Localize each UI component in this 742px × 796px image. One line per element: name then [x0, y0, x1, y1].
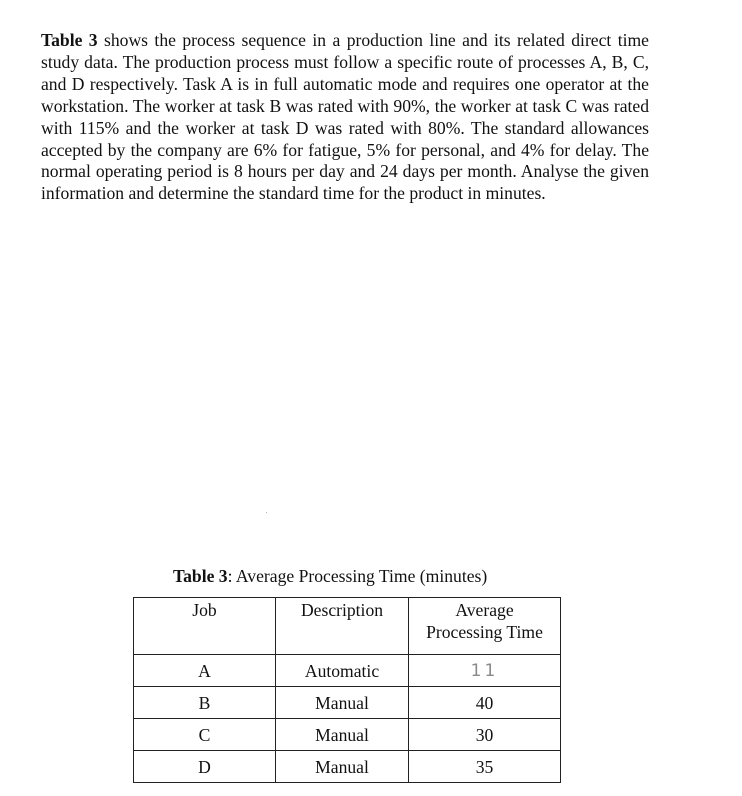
cell-description: Manual	[276, 719, 409, 751]
cell-job: C	[134, 719, 276, 751]
problem-statement	[41, 30, 649, 205]
cell-time: 30	[409, 719, 561, 751]
cell-job: B	[134, 687, 276, 719]
cell-time: 35	[409, 751, 561, 783]
table-reference: Table 3	[41, 30, 98, 50]
table-caption	[173, 565, 487, 587]
table-row	[134, 719, 561, 751]
header-average-processing-time	[409, 598, 561, 655]
stray-dot	[266, 512, 267, 513]
caption-label: Table 3	[173, 566, 228, 586]
header-avg-line1: Average	[455, 600, 514, 620]
table-header-row	[134, 598, 561, 655]
cell-description: Manual	[276, 687, 409, 719]
cell-time: 40	[409, 687, 561, 719]
table-row	[134, 751, 561, 783]
processing-time-table	[133, 597, 561, 783]
header-avg-line2: Processing Time	[426, 622, 543, 642]
caption-text: : Average Processing Time (minutes)	[227, 566, 488, 586]
problem-text: shows the process sequence in a production line and its related direct time study data. The production process must follow a specific route of processes A, B, C, and D respectively. Task A is in full automatic mode and requires one operator at the workstation. The worker at task B was rated with 90%, the worker at task C was rated with 115% and the worker at task D was rated with 80%. The standard allowances accepted by the company are 6% for fatigue, 5% for personal, and 4% for delay. The normal operating period is 8 hours per day and 24 days per month. Analyse the given information and determine the standard time for the product in minutes.	[41, 30, 649, 204]
cell-description: Manual	[276, 751, 409, 783]
cell-job: D	[134, 751, 276, 783]
cell-description: Automatic	[276, 655, 409, 687]
header-job: Job	[134, 598, 276, 655]
cell-time-handwritten: 11	[409, 655, 561, 687]
table-row	[134, 687, 561, 719]
header-description: Description	[276, 598, 409, 655]
cell-job: A	[134, 655, 276, 687]
table-row	[134, 655, 561, 687]
